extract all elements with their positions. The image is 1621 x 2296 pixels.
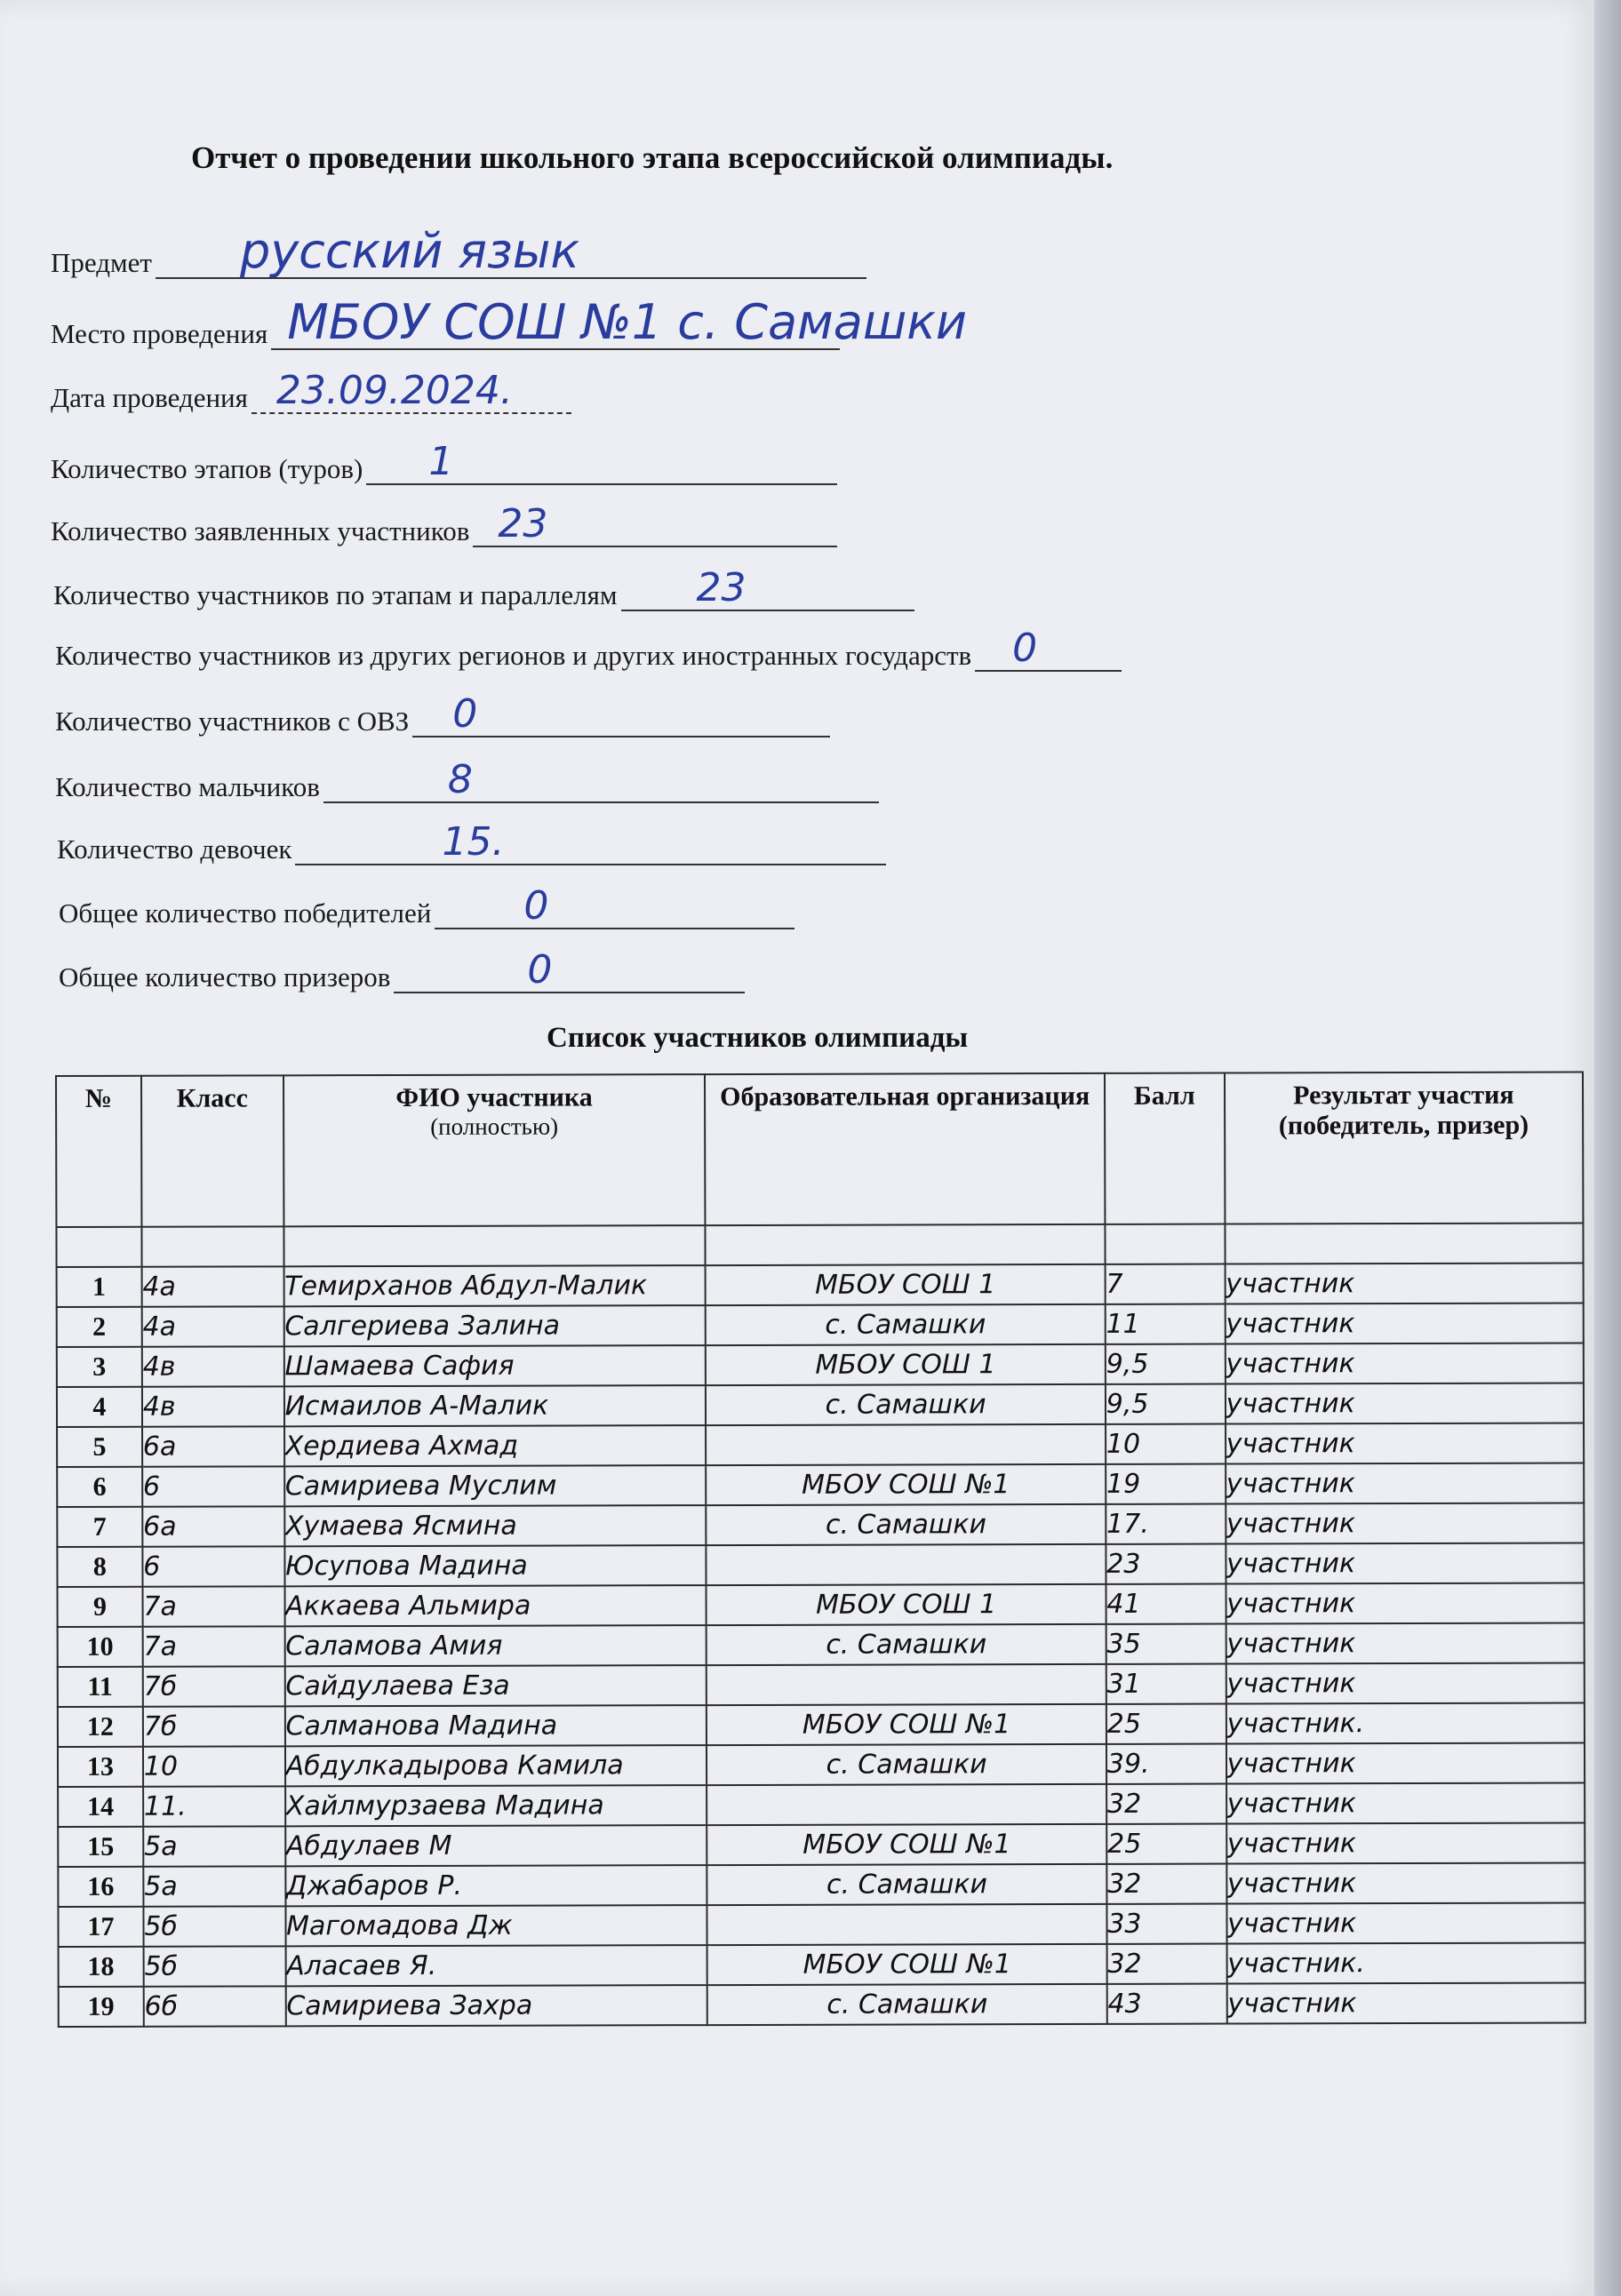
header-num: № [56,1076,141,1227]
cell-class: 7а [142,1586,284,1626]
cell-class: 4в [142,1386,284,1426]
cell-class: 11. [143,1786,285,1826]
table-row [58,1582,1585,1626]
cell-name: Исмаилов А-Малик [284,1385,707,1426]
cell-result: участник. [1226,1702,1584,1743]
cell-name: Салманова Мадина [284,1705,707,1746]
field-other-regions-label: Количество участников из других регионов и других иностранных государств [55,640,972,671]
cell-result: участник [1226,1423,1584,1463]
cell-result: участник [1226,1582,1584,1623]
field-declared-label: Количество заявленных участников [51,515,470,546]
cell-class: 6б [143,1986,285,2026]
cell-org [706,1424,1106,1465]
field-by-stage [53,565,914,611]
cell-class: 10 [143,1746,285,1786]
cell-class: 7б [143,1666,285,1706]
cell-name: Абдулаев М [285,1825,707,1866]
field-girls [57,819,886,865]
field-winners-value: 0 [523,883,549,929]
cell-num: 12 [58,1707,143,1747]
header-result: Результат участия (победитель, призер) [1225,1072,1584,1224]
cell-name: Джабаров Р. [285,1865,707,1906]
header-class: Класс [141,1075,283,1226]
cell-org: МБОУ СОШ №1 [707,1704,1106,1745]
field-winners [59,883,795,929]
field-venue [51,294,967,350]
table-header-row [56,1072,1583,1226]
cell-num: 3 [57,1347,142,1387]
field-prizers-label: Общее количество призеров [59,961,391,993]
cell-class: 4а [141,1266,283,1306]
participants-table [55,1071,1586,2027]
cell-result: участник [1226,1383,1584,1423]
cell-num: 2 [57,1307,142,1347]
cell-name: Юсупова Мадина [284,1545,707,1586]
cell-num: 6 [57,1467,142,1507]
cell-class: 5б [143,1946,285,1986]
cell-class: 6 [142,1466,284,1506]
field-date-value: 23.09.2024. [275,368,513,413]
table-row [58,1702,1585,1746]
header-score: Балл [1105,1073,1225,1224]
cell-num: 13 [58,1747,143,1787]
cell-num: 14 [58,1787,143,1827]
cell-result: участник [1226,1902,1585,1943]
cell-num: 15 [58,1827,143,1867]
table-row [57,1463,1584,1506]
cell-num: 1 [57,1267,142,1307]
cell-result: участник [1226,1782,1585,1823]
cell-score: 41 [1106,1584,1226,1624]
field-boys-label: Количество мальчиков [55,771,320,802]
field-prizers [59,947,745,993]
cell-num: 9 [58,1587,143,1627]
cell-class: 7а [142,1626,284,1666]
cell-org: с. Самашки [707,1744,1106,1785]
cell-name: Абдулкадырова Камила [285,1745,707,1786]
cell-org: с. Самашки [706,1304,1106,1345]
cell-result: участник [1225,1263,1583,1303]
table-row [58,1622,1585,1666]
cell-score: 39. [1106,1744,1226,1784]
cell-name: Хердиева Ахмад [284,1425,707,1466]
cell-result: участник [1226,1622,1584,1663]
field-date-label: Дата проведения [51,382,248,413]
cell-result: участник [1226,1463,1584,1503]
field-venue-value: МБОУ СОШ №1 с. Самашки [287,294,967,350]
cell-score: 32 [1106,1864,1226,1904]
cell-score: 9,5 [1106,1384,1226,1424]
cell-score: 25 [1106,1824,1226,1864]
cell-result: участник. [1226,1942,1585,1983]
cell-name: Аккаева Альмира [284,1585,707,1626]
cell-org: МБОУ СОШ №1 [707,1944,1107,1985]
cell-score: 32 [1106,1784,1226,1824]
cell-org [707,1664,1106,1705]
field-ovz-value: 0 [452,691,478,737]
cell-class: 4в [142,1346,284,1386]
cell-class: 6 [142,1546,284,1586]
cell-score: 10 [1106,1424,1226,1464]
cell-name: Хайлмурзаева Мадина [285,1785,707,1826]
cell-score: 9,5 [1106,1344,1226,1384]
cell-org: с. Самашки [707,1984,1107,2025]
cell-org: МБОУ СОШ №1 [707,1824,1107,1865]
cell-score: 17. [1106,1504,1226,1544]
field-subject-label: Предмет [51,247,152,278]
table-row [57,1343,1584,1386]
cell-result: участник [1226,1862,1585,1903]
cell-class: 6а [142,1506,284,1546]
table-row [58,1742,1585,1786]
table-row [58,1822,1585,1866]
field-other-regions-value: 0 [1012,626,1038,671]
cell-org: МБОУ СОШ 1 [707,1584,1106,1625]
cell-org: МБОУ СОШ 1 [706,1264,1106,1305]
field-girls-value: 15. [442,819,505,865]
cell-name: Самириева Захра [285,1985,707,2026]
field-declared [51,501,837,547]
cell-num: 5 [57,1427,142,1467]
cell-score: 43 [1106,1984,1226,2024]
cell-num: 18 [59,1947,144,1987]
cell-name: Салгериева Залина [283,1305,706,1346]
field-by-stage-label: Количество участников по этапам и параллелям [53,579,618,610]
table-row [58,1662,1585,1706]
cell-num: 11 [58,1667,143,1707]
field-boys-value: 8 [447,757,473,802]
cell-org [707,1544,1106,1585]
table-row [57,1423,1584,1466]
cell-class: 6а [142,1426,284,1466]
cell-num: 19 [59,1987,144,2027]
cell-name: Аласаев Я. [285,1945,707,1986]
cell-org: с. Самашки [707,1624,1106,1665]
cell-name: Хумаева Ясмина [284,1505,707,1546]
cell-num: 7 [57,1507,142,1547]
header-org: Образовательная организация [705,1073,1105,1225]
cell-result: участник [1226,1822,1585,1863]
header-name-sub: (полностью) [430,1112,559,1140]
field-date [51,368,571,414]
participants-list-title: Список участников олимпиады [547,1022,969,1054]
cell-class: 7б [143,1706,285,1746]
cell-result: участник [1226,1742,1585,1783]
field-ovz [55,691,830,737]
table-row [58,1902,1585,1946]
table-row [59,1942,1585,1986]
cell-num: 17 [58,1907,143,1947]
header-name-main: ФИО участника [395,1082,593,1112]
field-prizers-value: 0 [527,947,553,993]
field-stages [51,439,837,485]
cell-score: 32 [1106,1944,1226,1984]
field-subject-value: русский язык [239,223,579,279]
table-row [57,1263,1584,1306]
page-edge [1594,0,1621,2296]
table-row [58,1782,1585,1826]
cell-score: 25 [1106,1704,1226,1744]
field-venue-label: Место проведения [51,318,268,349]
cell-name: Саламова Амия [284,1625,707,1666]
cell-org: с. Самашки [707,1864,1107,1905]
cell-class: 5б [143,1906,285,1946]
cell-class: 5а [143,1826,285,1866]
cell-num: 10 [58,1627,143,1667]
cell-org: МБОУ СОШ 1 [706,1344,1106,1385]
cell-class: 4а [141,1306,283,1346]
table-row [57,1303,1584,1346]
cell-org [707,1784,1107,1825]
field-stages-value: 1 [428,439,454,484]
field-by-stage-value: 23 [696,565,747,610]
cell-num: 4 [57,1387,142,1427]
field-subject [51,223,866,279]
cell-score: 35 [1106,1624,1226,1664]
cell-score: 23 [1106,1544,1226,1584]
cell-name: Шамаева Сафия [283,1345,706,1386]
cell-result: участник [1226,1662,1584,1703]
cell-score: 19 [1106,1464,1226,1504]
table-row [58,1862,1585,1906]
table-row [57,1503,1584,1546]
field-declared-value: 23 [498,501,548,546]
cell-score: 33 [1106,1904,1226,1944]
table-spacer-row [56,1223,1583,1266]
cell-num: 8 [57,1547,142,1587]
field-ovz-label: Количество участников с ОВЗ [55,706,410,737]
cell-name: Сайдулаева Еза [284,1665,707,1706]
field-winners-label: Общее количество победителей [59,897,432,929]
cell-name: Самириева Муслим [284,1465,707,1506]
field-stages-label: Количество этапов (туров) [51,453,363,484]
cell-org: МБОУ СОШ №1 [707,1464,1106,1505]
cell-num: 16 [58,1867,143,1907]
cell-org: с. Самашки [706,1384,1106,1425]
report-title: Отчет о проведении школьного этапа всероссийской олимпиады. [191,140,1114,175]
cell-score: 7 [1105,1264,1225,1304]
field-other-regions [55,626,1122,672]
cell-org [707,1904,1107,1945]
cell-name: Магомадова Дж [285,1905,707,1946]
header-name [283,1074,706,1226]
cell-score: 11 [1105,1304,1225,1344]
cell-name: Темирханов Абдул-Малик [283,1265,706,1306]
field-boys [55,757,879,803]
cell-result: участник [1226,1982,1585,2023]
table-row [59,1982,1585,2026]
cell-class: 5а [143,1866,285,1906]
field-girls-label: Количество девочек [57,833,292,865]
table-row [57,1543,1584,1586]
cell-result: участник [1225,1343,1583,1383]
cell-score: 31 [1106,1664,1226,1704]
cell-org: с. Самашки [707,1504,1106,1545]
cell-result: участник [1226,1503,1584,1543]
cell-result: участник [1226,1543,1584,1583]
table-row [57,1383,1584,1426]
cell-result: участник [1225,1303,1583,1343]
